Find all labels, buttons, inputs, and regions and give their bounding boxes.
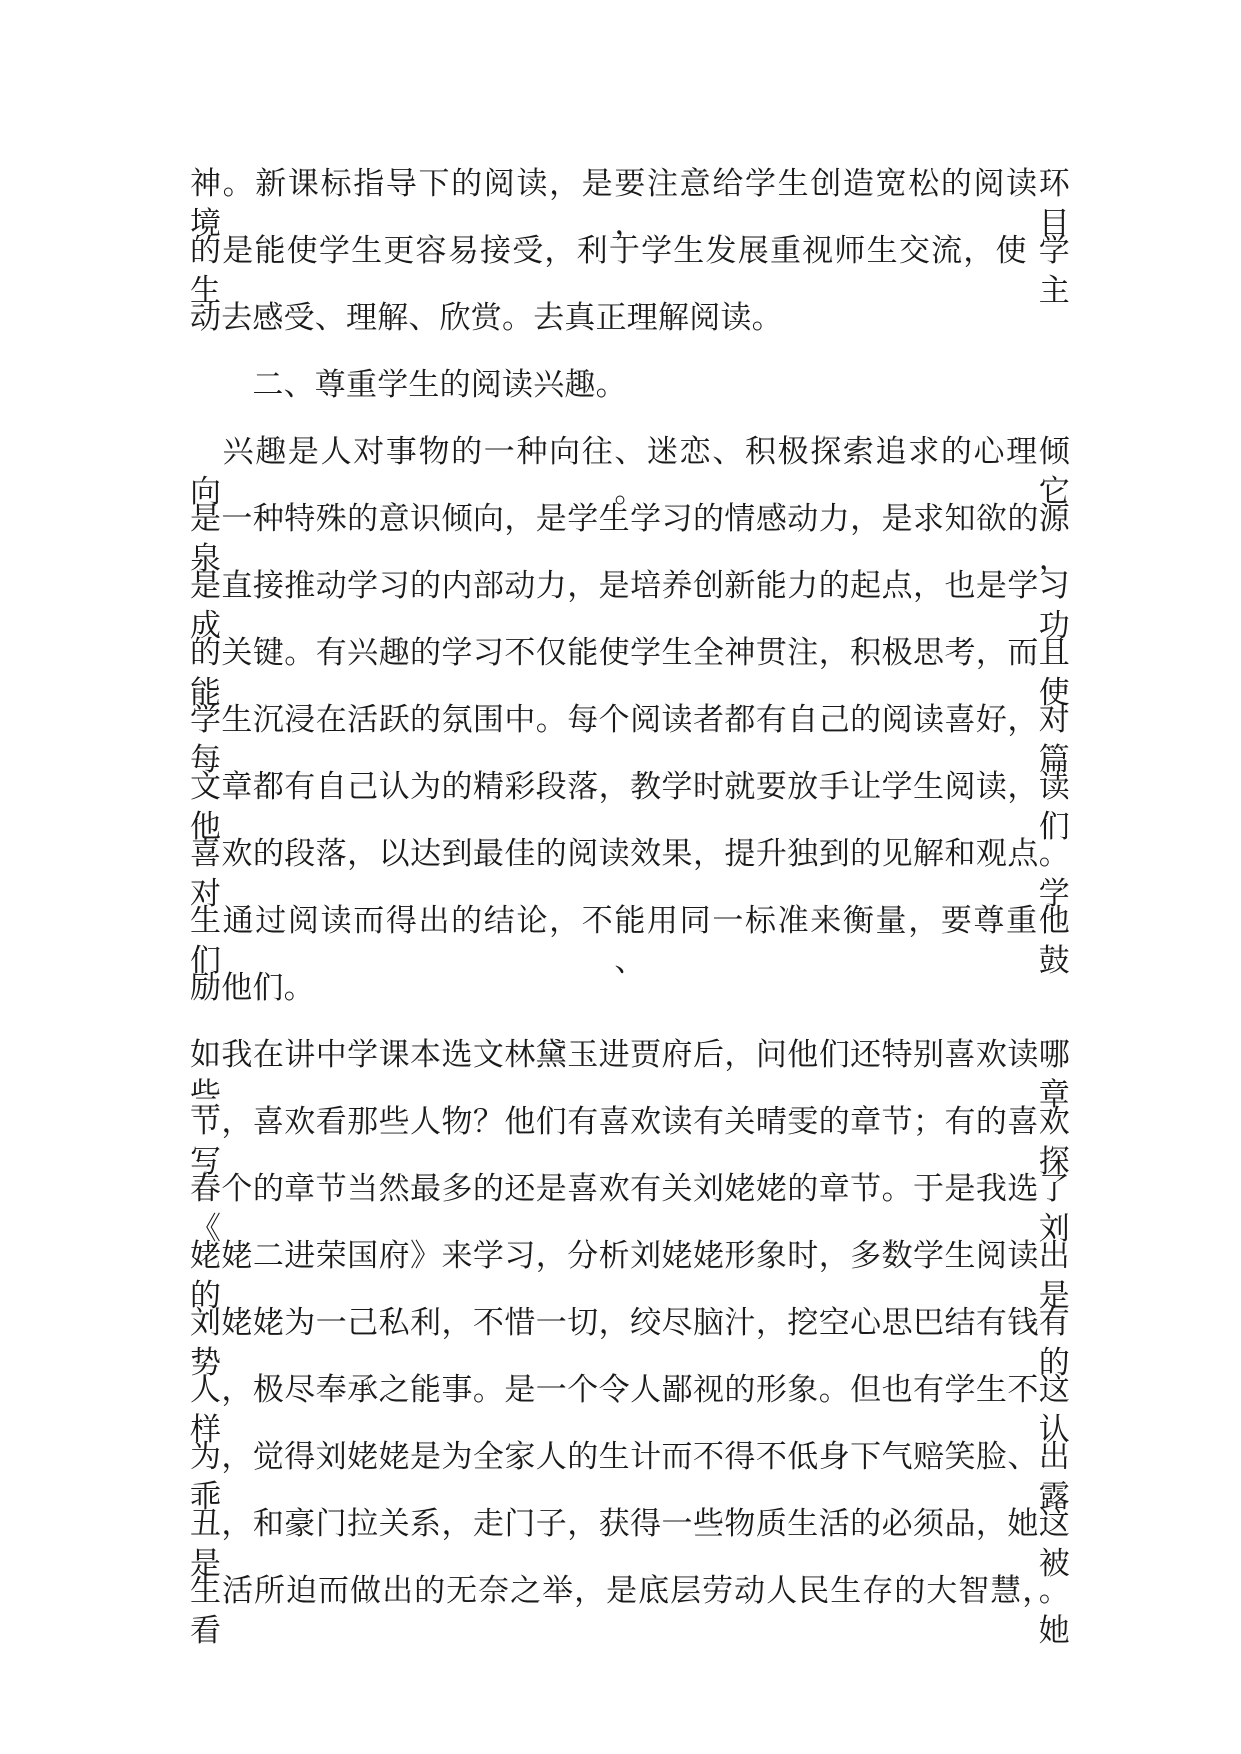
text-line: 丑，和豪门拉关系，走门子，获得一些物质生活的必须品，她这是被 (190, 1506, 1070, 1582)
text-line: 喜欢的段落，以达到最佳的阅读效果，提升独到的见解和观点。对学 (190, 836, 1070, 912)
text-line: 神。新课标指导下的阅读，是要注意给学生创造宽松的阅读环境，目 (190, 166, 1070, 242)
text-line: 姥姥二进荣国府》来学习，分析刘姥姥形象时，多数学生阅读出的是 (190, 1238, 1070, 1314)
text-line: 是直接推动学习的内部动力，是培养创新能力的起点，也是学习成功 (190, 568, 1070, 644)
text-line: 如我在讲中学课本选文林黛玉进贾府后，问他们还特别喜欢读哪些章 (190, 1037, 1070, 1113)
text-line: 学生沉浸在活跃的氛围中。每个阅读者都有自己的阅读喜好，对每篇 (190, 702, 1070, 778)
text-line: 节，喜欢看那些人物？他们有喜欢读有关晴雯的章节；有的喜欢写探 (190, 1104, 1070, 1180)
text-line: 的是能使学生更容易接受，利于学生发展重视师生交流，使 学生主 (190, 233, 1070, 309)
text-line: 文章都有自己认为的精彩段落，教学时就要放手让学生阅读，读他们 (190, 769, 1070, 845)
text-line: 生通过阅读而得出的结论，不能用同一标准来衡量，要尊重他们、鼓 (190, 903, 1070, 979)
text-line: 动去感受、理解、欣赏。去真正理解阅读。 (190, 300, 783, 336)
text-line: 是一种特殊的意识倾向，是学生学习的情感动力，是求知欲的源泉， (190, 501, 1070, 577)
text-line: 励他们。 (190, 970, 315, 1006)
text-line: 兴趣是人对事物的一种向往、迷恋、积极探索追求的心理倾向。它 (190, 434, 1070, 510)
text-line: 为，觉得刘姥姥是为全家人的生计而不得不低身下气赔笑脸、出乖露 (190, 1439, 1070, 1515)
text-line: 春个的章节当然最多的还是喜欢有关刘姥姥的章节。于是我选了《刘 (190, 1171, 1070, 1247)
section-heading: 二、尊重学生的阅读兴趣。 (190, 367, 627, 403)
text-line: 生活所迫而做出的无奈之举，是底层劳动人民生存的大智慧，。看她 (190, 1573, 1070, 1649)
text-line: 的关键。有兴趣的学习不仅能使学生全神贯注，积极思考，而且能使 (190, 635, 1070, 711)
text-line: 人，极尽奉承之能事。是一个令人鄙视的形象。但也有学生不这样认 (190, 1372, 1070, 1448)
text-line: 刘姥姥为一己私利，不惜一切，绞尽脑汁，挖空心思巴结有钱有势的 (190, 1305, 1070, 1381)
